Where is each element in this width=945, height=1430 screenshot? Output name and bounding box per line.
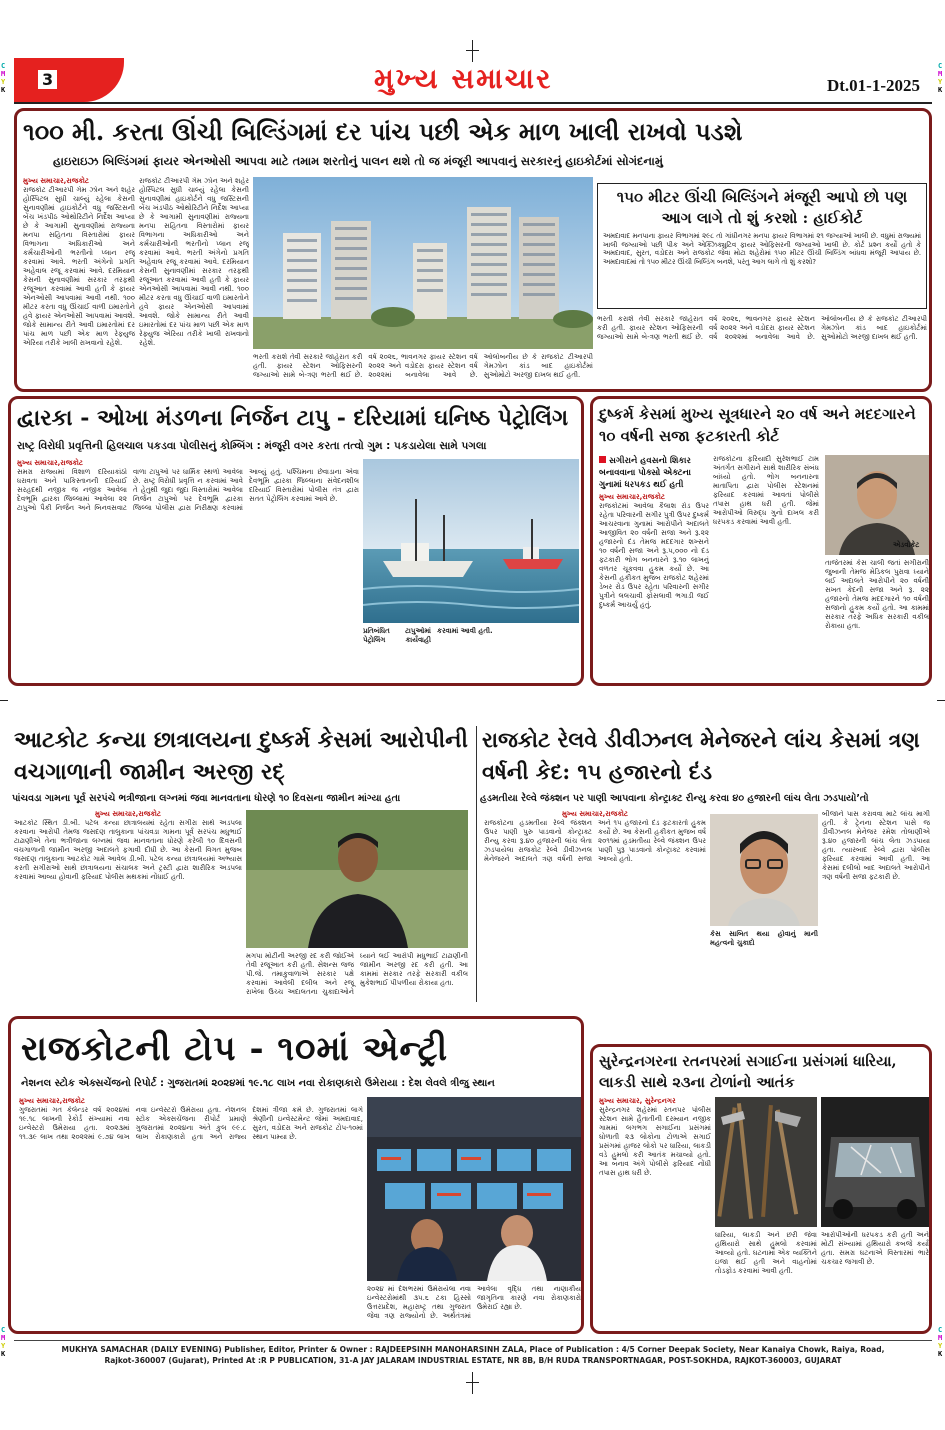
registration-marks-left: C M Y K — [1, 62, 6, 94]
story-columns — [17, 459, 359, 683]
masthead-red-block — [14, 58, 124, 102]
story-body: રાજકોટ ટીઆરપી ગેમ ઝોન અને શહેર હોસ્પિટલ સુધી ચાલ્યું રહેલા કેસની સુનાવણીમાં હાઇકોર્ટને વધુ જસ્ટિસની બેંચ ખંડપીઠ ઓથોરિટીને નિર્દેશ આપ્યા છે કે આગામી સુનાવણીમાં રાજ્યના મનપા સહિતના વિસ્તારોમાં ફાયર વિભાગના અધિકારીઓ અને કર્મચારીઓની ભરતીનો પ્લાન રજૂ કરવામાં આવે. ભરતી અંગેનો પ્રગતિ અહેવાલ રજૂ કરવામાં આવે. દરમિયાન કેસની સુનાવણીમાં સરકાર તરફથી રજૂઆત કરવામાં આવી હતી કે ફાયર એનઓસી આપવામાં આવી નથી. ૧૦૦ મીટર કરતા વધુ ઊંચાઈ વાળી ઇમારતોને હવે ફાયર એનઓસી આપવામાં આવશે. જોકે સામાન્ય રીતે આવી ઇમારતોમાં દર પાંચ માળ પછી એક માળ રેફ્યુજ એરિયા તરીકે ખાલી રાખવાનો રહેશે. — [23, 186, 135, 347]
story-railway-bribery — [478, 724, 934, 1004]
edition-date: Dt.01-1-2025 — [826, 76, 920, 95]
section-title: મુખ્ય સમાચાર — [374, 62, 553, 95]
story-headline: રાજકોટની ટોપ - ૧૦માં એન્ટ્રી — [21, 1029, 449, 1069]
story-body: રાજકોટના હડમતીયા રેલ્વે જંક્શન ઉપર પાણી પુરુ પાડવાનો કોન્ટ્રાક્ટ રીન્યુ કરવા રૂ.૪૦ હજારની લાંચ લેતા ઝડપાયેલા રાજકોટ રેલ્વે ડીવીઝનલ મેનેજરને અદાલતે ત્રણ વર્ષની સજા અને ૧૫ હજારનો દંડ ફટકારતો હુકમ કર્યો છે. આ કેસની હકીકત મુજબ વર્ષ ૨૦૧૧માં હડમતીયા રેલ્વે જંક્શન ઉપર પાણી પુરૂ પાડવાનો કોન્ટ્રાક્ટ કરવામાં આવ્યો હતો. — [484, 819, 706, 863]
story-column-right: ભરતી કરાશે તેવી સરકારે જાહેરાત કરી હતી. ફાયર સ્ટેશન ઓફિસરની જગ્યાઓ સામે બે-ત્રણ ભરતી થઈ છે. વર્ષ ૨૦૨૬, ભાવનગર ફાયર સ્ટેશન વર્ષ ૨૦૨૨ અને વડોદરા ફાયર સ્ટેશન વર્ષ ૨૦૨૨માં બનાવેલા આવે છે. ઓલોબનીય છે કે રાજકોટ ટીઆરપી ગેમઝોન કાંડ બાદ હાઇકોર્ટમાં સુઓમોટો અરજી દાખલ થઈ હતી. — [597, 315, 927, 341]
story-photo-under-text: ભરતી કરાશે તેવી સરકારે જાહેરાત કરી હતી. ફાયર સ્ટેશન ઓફિસરની જગ્યાઓ સામે બે-ત્રણ ભરતી થઈ છે. વર્ષ ૨૦૨૬, ભાવનગર ફાયર સ્ટેશન વર્ષ ૨૦૨૨ અને વડોદરા ફાયર સ્ટેશન વર્ષ ૨૦૨૨માં બનાવેલા આવે છે. ઓલોબનીય છે કે રાજકોટ ટીઆરપી ગેમઝોન કાંડ બાદ હાઇકોર્ટમાં સુઓમોટો અરજી દાખલ થઈ હતી. — [253, 353, 593, 379]
story-body-right: ૨૦૨૪ માં દેશભરમાં ઉમેરાયેલા નવા ઇન્વેસ્ટરોમાંથી ૩૫.૬ ટકા હિસ્સો ઉત્તરપ્રદેશ, મહારાષ્ટ્ર તથા ગુજરાત જેવા ત્રણ રાજ્યોનો છે. અર્થતંત્રમાં આવેલા વૃદ્ધિ તથા નાણાકીય જાગૃતિના કારણે નવા રોકાણકારો ઉમેરાઈ રહ્યા છે. — [367, 1285, 581, 1320]
story-body: સુરેન્દ્રનગર શહેરમાં રતનપર પોલીસ સ્ટેશન સામે હૈતાતીની દરમ્યાન નજીક ગામમાં લગભગ સગાઈના પ્રસંગમાં ઘોળાતી ૨૩ લોકોના ટોળાએ સગાઈ પ્રસંગમાં હાજર લોકો પર ધારિયા, લાકડી વડે હુમલો કરી આતંક મચાવ્યો હતો. આ બનાવ અંગે પોલીસે ફરિયાદ નોંધી તપાસ હાથ ધરી છે. — [599, 1106, 711, 1177]
highrise-buildings-photo — [253, 177, 593, 349]
story-column-3: તાજેતરમાં કેસ ચાલી જતાં સગીરાની જુબાની તેમજ મેડિકલ પુરાવા ધ્યાને લઈ અદાલતે આરોપીને ૨૦ વર્ષની સખત કેદની સજા અને રૂ. ૨૨ હજારનો તેમજ મદદગારને ૧૦ વર્ષની સજાનો હુકમ કર્યો હતો. આ કામમાં સરકાર તરફે અધિક સરકારી વકીલ રોકાયા હતા. — [825, 559, 929, 630]
trading-floor-illustration — [367, 1097, 581, 1281]
story-highrise-fire-noc — [14, 108, 932, 392]
story-byline: મુખ્ય સમાચાર, સુરેન્દ્રનગર — [599, 1097, 676, 1105]
imprint-line-2: Rajkot-360007 (Gujarat), Printed At :R P PUBLICATION, 31-A JAY JALARAM INDUSTRIAL ESTATE, NR 8B, B/H RUDA TRANSPORTNAGAR, POST-SOKHDA, RAJKOT-360003, GUJARAT — [104, 1356, 842, 1365]
official-photo — [710, 814, 818, 926]
story-headline: રાજકોટ રેલવે ડીવીઝનલ મેનેજરને લાંચ કેસમાં ત્રણ વર્ષની કેદ: ૧૫ હજારનો દંડ — [482, 727, 920, 784]
damaged-vehicle-photo — [821, 1097, 929, 1227]
story-atkot-bail-rejected — [8, 724, 474, 1004]
story-column-1 — [599, 1097, 711, 1331]
story-columns — [14, 810, 242, 996]
story-subhead: પાંચવડા ગામના પૂર્વ સરપંચે ભત્રીજાના લગ્નમાં જવા માનવતાના ધોરણે ૧૦ દિવસના જામીન માંગ્યા હતા — [12, 793, 401, 804]
advocate-photo-label: એડવોકેટ — [893, 541, 920, 549]
stock-exchange-photo — [367, 1097, 581, 1281]
inset-body: અમદાવાદ મનપાના ફાયર વિભાગમાં ૨૯૮ તો ગાંધીનગર મનપા ફાયર વિભાગમાં ૨૧ જગ્યાઓ ખાલી છે. વધુમાં રાજ્યમાં ખાલી જગ્યાઓ પછી પીક અને એક્ઝિક્યુટિવ ફાયર ઓફિસરની જગ્યાઓ ખાલી છે. કોર્ટ પ્રશ્ન કર્યો હતો કે અમદાવાદ, સુરત, વડોદરા અને રાજકોટ જેવા મોટા શહેરોમાં ૧૫૦ મીટર ઊંચી બિલ્ડિંગ બાંધવા મંજૂરી આપાય છે. અમદાવાદમાં તો ૧૫૦ મીટર ઊંચી બિલ્ડિંગ બનશે, પરંતુ આગ લાગે તો શું કરશો? — [603, 232, 921, 266]
story-body: આટકોટ સ્થિત ડી.બી. પટેલ કન્યા છાત્રાલયમાં રહેતા સગીરા સાથે અડપલા કરવાના આરોપી તેમજ જસદણ તાલુકાના પાંચવડા ગામના પૂર્વ સરપંચ મધુભાઈ ટાઢાણીએ તેના ભત્રીજાના લગ્નમાં જવા માનવતાના ધોરણે કરેલી ૧૦ દિવસની વચગાળાની જામીન અરજી અદાલતે ફગાવી દીધી છે. આ કેસની વિગત મુજબ જસદણ તાલુકાના આટકોટ ગામે આવેલ ડી.બી. પટેલ કન્યા છાત્રાલયમાં અભ્યાસ કરતી સગીરાઓ સાથે છાત્રાલયના સંચાલક અને ટ્રસ્ટી દ્વારા શારીરિક અડપલા કરવામાં આવ્યા હોવાની ફરિયાદ પોલીસ મથકમાં નોંધાઈ હતી. — [14, 819, 242, 881]
buildings-illustration — [253, 177, 593, 349]
registration-marks-right: C M Y K — [938, 62, 943, 94]
photo-caption: પ્રતિબંધિત ટાપુઓમાં પેટ્રોલિંગ કાર્યવાહી કરવામાં આવી હતી. — [363, 627, 493, 644]
registration-marks-left-bottom: C M Y K — [1, 1326, 6, 1358]
crop-mark-left — [0, 700, 8, 701]
story-subhead: હડમતીયા રેલ્વે જંક્શન પર પાણી આપવાના કોન્ટ્રાક્ટ રીન્યુ કરવા ૪૦ હજારની લાંચ લેતા ઝડપાયો’તો — [480, 793, 869, 804]
imprint-footer — [14, 1340, 932, 1380]
story-dwarka-patrolling — [8, 396, 584, 686]
highcourt-inset-box — [597, 183, 927, 309]
story-body: ગુજરાતમાં ગત કેલેન્ડર વર્ષ ૨૦૨૪માં ૧૯.૧૮ લાખની રેકોર્ડ સંખ્યામાં નવા ઇન્વેસ્ટરો ઉમેરાયા હતા. ૨૦૨૩માં ૧૧.૩૯ લાખ તથા ૨૦૨૨માં ૯.૭૪ લાખ નવા ઇન્વેસ્ટરો ઉમેરાયા હતા. નેશનલ સ્ટોક એક્સચેંજના રીપોર્ટ પ્રમાણે ગુજરાતમાં ૨૦૨૪ના અંતે કુલ ૯૯.૮ લાખ રોકાણકારો હતા અને રાજ્ય દેશમાં ત્રીજા ક્રમે છે. ગુજરાતમાં લાગે શ્રેણીની ઇન્વેસ્ટમેન્ટ જેમાં અમદાવાદ, સુરત, વડોદરા અને રાજકોટ ટોપ-૧૦માં સ્થાન પામ્યા છે. — [19, 1106, 363, 1141]
story-column-1 — [23, 177, 135, 389]
story-columns — [484, 810, 706, 998]
damaged-vehicle-illustration — [821, 1097, 929, 1227]
registration-marks-right-bottom: C M Y K — [938, 1326, 943, 1358]
story-column-2: ધારિયા, લાકડી અને છરી જેવા હથિયારો સાથે હુમલો કરવામાં આવ્યો હતો. ઘટનામાં એક વ્યક્તિને ઇજા થઈ હતી અને વાહનોમાં તોડફોડ કરવામાં આવી હતી. — [715, 1231, 817, 1275]
story-byline: મુખ્ય સમાચાર,રાજકોટ — [599, 493, 666, 501]
column-divider — [476, 726, 477, 1002]
story-byline: મુખ્ય સમાચાર,રાજકોટ — [17, 459, 84, 467]
story-rajkot-top10 — [8, 1016, 584, 1334]
story-byline: મુખ્ય સમાચાર,રાજકોટ — [94, 810, 161, 818]
story-subhead: હાઇરાઇઝ બિલ્ડિંગમાં ફાયર એનઓસી આપવા માટે તમામ શરતોનું પાલન થશે તો જ મંજૂરી આપવાનું સરકારનું હાઇકોર્ટમાં સોગંદનામું — [53, 154, 663, 168]
official-portrait — [710, 814, 818, 926]
story-subhead: નેશનલ સ્ટોક એક્સચેંજનો રિપોર્ટ : ગુજરાતમાં ૨૦૨૪માં ૧૯.૧૮ લાખ નવા રોકાણકારો ઉમેરાયા : દેશ લેવલે ત્રીજુ સ્થાન — [21, 1078, 495, 1089]
story-body-right: મગપા મોટીની અરજી રદ કરી જોઈએ તેવી રજૂઆત કરી હતી. સેશન્સ જજ પી.જે. તમાકુવાળાએ સરકાર પક્ષે કરવામાં આવેલી દલીલ અને રજૂ રાખેલા ઉચ્ચ અદાલતના ચુકાદાઓને ધ્યાને લઈ આરોપી મધુભાઈ ટાઢાણીની જામીન અરજી રદ કરી હતી. આ કામમાં સરકાર તરફે સરકારી વકીલ મુકેશભાઈ પીપળીયા રોકાયા હતા. — [246, 952, 468, 996]
sea-boats-illustration — [363, 459, 579, 623]
weapons-illustration — [715, 1097, 817, 1227]
masthead — [14, 58, 932, 104]
imprint-line-1: MUKHYA SAMACHAR (DAILY EVENING) Publisher, Editor, Printer & Owner : RAJDEEPSINH MANOHARSINH ZALA, Place of Publication : 4/5 Corner Deepak Society, Near Kanaiya Chowk, Raiya, Road, — [14, 1340, 932, 1355]
story-columns — [19, 1097, 363, 1331]
story-headline: સુરેન્દ્રનગરના રતનપરમાં સગાઈના પ્રસંગમાં ધારિયા, લાકડી સાથે ૨૩ના ટોળાંનો આતંક — [599, 1053, 897, 1091]
story-headline: ૧૦૦ મી. કરતા ઊંચી બિલ્ડિંગમાં દર પાંચ પછી એક માળ ખાલી રાખવો પડશે — [23, 117, 743, 146]
accused-portrait — [246, 810, 468, 948]
story-column-1 — [599, 455, 709, 683]
weapons-photo — [715, 1097, 817, 1227]
story-body: રાજકોટમાં આવેલા કૈલાશ રોડ ઉપર રહેતા પરિવારની સગીર પુત્રી ઉપર દુષ્કર્મ આચરવાના ગુનામાં આરોપીને અદાલતે આજીવિત ૨૦ વર્ષની સજા અને રૂ.૨૨ હજારનો દંડ તેમજ મદદગાર શખ્સને ૧૦ વર્ષની સજા અને રૂ.૫,૦૦૦ નો દંડ ફટકારી ભોગ બનનારને રૂ.૧૦ લાખનું વળતર ચૂકવવા હુકમ કર્યો છે. આ કેસની હકીકત મુજબ રાજકોટ શહેરમાં ડેબર રોડ ઉપર રહેતા પરિવારની સગીર પુત્રીને લલચાવી ફોસલાવી ભગાડી જઈ દુષ્કર્મ આચર્યું હતું. — [599, 502, 709, 609]
bullet-square-icon — [599, 456, 606, 463]
crop-mark-top-h — [466, 50, 479, 51]
story-body: સમગ્ર રાજ્યમાં વિશાળ દરિયાકાંઠો ધરાવતા અને પાકિસ્તાનની દરિયાઈ સરહદથી નજીક જ નજીક આવેલા દેવભૂમિ દ્વારકા જિલ્લામાં આવેલા ૨૨ ટાપુઓ પૈકી નિર્જન અને બિનવસવાટ વાળા ટાપુઓ પર ધાર્મિક સ્થળો આવેલા છે. રાષ્ટ્ર વિરોધી પ્રવૃત્તિ ન કરવામાં આવે તે હેતુથી જુદા જુદા વિસ્તારોમાં આવેલા નિર્જન ટાપુઓ પર દેવભૂમિ દ્વારકા જિલ્લા પોલીસ દ્વારા નિરીક્ષણ કરવામાં આવ્યું હતું. પશ્ચિમના છેવાડાના એવા દેવભૂમિ દ્વારકા જિલ્લાના સંવેદનશીલ દરિયાઈ વિસ્તારોમાં પોલીસ તંત્ર દ્વારા સતત પેટ્રોલિંગ કરવામાં આવે છે. — [17, 468, 359, 512]
story-column-2: રાજકોટ ટીઆરપી ગેમ ઝોન અને શહેર હોસ્પિટલ સુધી ચાલ્યું રહેલા કેસની સુનાવણીમાં હાઇકોર્ટને વધુ જસ્ટિસની બેંચ ખંડપીઠ ઓથોરિટીને નિર્દેશ આપ્યા છે કે આગામી સુનાવણીમાં રાજ્યના મનપા સહિતના વિસ્તારોમાં ફાયર વિભાગના અધિકારીઓ અને કર્મચારીઓની ભરતીનો પ્લાન રજૂ કરવામાં આવે. ભરતી અંગેનો પ્રગતિ અહેવાલ રજૂ કરવામાં આવે. દરમિયાન કેસની સુનાવણીમાં સરકાર તરફથી રજૂઆત કરવામાં આવી હતી કે ફાયર એનઓસી આપવામાં આવી નથી. ૧૦૦ મીટર કરતા વધુ ઊંચાઈ વાળી ઇમારતોને હવે ફાયર એનઓસી આપવામાં આવશે. જોકે સામાન્ય રીતે આવી ઇમારતોમાં દર પાંચ માળ પછી એક માળ રેફ્યુજ એરિયા તરીકે ખાલી રાખવાનો રહેશે. — [139, 177, 249, 347]
accused-photo — [246, 810, 468, 948]
inset-headline: ૧૫૦ મીટર ઊંચી બિલ્ડિંગને મંજૂરી આપો છો પણ આગ લાગે તો શું કરશો : હાઈકોર્ટ — [616, 188, 908, 227]
story-subhead: રાષ્ટ્ર વિરોધી પ્રવૃત્તિની હિલચાલ પકડવા પોલીસનું કોમ્બિંગ : મંજૂરી વગર કરતા તત્વો ગુમ : પકડાયેલા સામે પગલા — [17, 440, 487, 452]
story-byline: મુખ્ય સમાચાર,રાજકોટ — [23, 177, 90, 185]
story-kicker: સગીરાને હવસનો શિકાર બનાવવાના પોક્સો એક્ટના ગુનામાં ધરપકડ થઈ હતી — [599, 456, 691, 490]
page-number: 3 — [38, 70, 57, 89]
advocate-portrait — [825, 455, 929, 555]
story-headline: આટકોટ કન્યા છાત્રાલયના દુષ્કર્મ કેસમાં આરોપીની વચગાળાની જામીન અરજી રદ્ — [14, 727, 468, 785]
crop-mark-bottom-h — [466, 1382, 479, 1383]
coast-boats-photo — [363, 459, 579, 623]
story-court-verdict — [590, 396, 932, 686]
story-column-3: આરોપીઓની ધરપકડ કરી હતી અને મોટી સંખ્યામાં હથિયારો કબજે કર્યા હતા. સમગ્ર ઘટનાએ વિસ્તારમાં ભારે ચકચાર જગાવી છે. — [821, 1231, 929, 1266]
photo-caption: કેસ સાબિત થયા હોવાનું માની મહત્વનો ચુકાદો — [710, 930, 818, 947]
crop-mark-right — [937, 700, 945, 701]
story-column-2: રાજકોટના ફરિયાદી સુરેશભાઈ ટામ અંતર્ગત સગીરાને સાથે શારીરિક સંબંધ બાંધ્યો હતો. ભોગ બનનારના માતાપિતા દ્વારા પોલીસ સ્ટેશનમાં ફરિયાદ કરવામાં આવતાં પોલીસે તપાસ હાથ ધરી હતી. જેમાં આરોપીઓ વિરુદ્ધ ગુનો દાખલ કરી ધરપકડ કરવામાં આવી હતી. — [713, 455, 819, 526]
story-byline: મુખ્ય સમાચાર,રાજકોટ — [19, 1097, 86, 1105]
story-surendranagar-attack — [590, 1044, 932, 1334]
story-column-3: બીજાને પાસ કરાવવા માટે લાંચ માગી હતી. કે ટ્રેનના સ્ટેશન પાસે જ ડીવીઝનલ મેનેજર રમેશ તોલાણીએ રૂ.૪૦ હજારની લાંચ લેતા ઝડપાયા હતા. ત્યારબાદ રેલ્વે દ્વારા પોલીસ ફરિયાદ કરવામાં આવી હતી. આ કેસમાં દલીલો બાદ અદાલતે આરોપીને ત્રણ વર્ષની સજા ફટકારી છે. — [822, 810, 930, 881]
story-byline: મુખ્ય સમાચાર,રાજકોટ — [561, 810, 628, 818]
story-headline: દુષ્કર્મ કેસમાં મુખ્ય સૂત્રધારને ૨૦ વર્ષ અને મદદગારને ૧૦ વર્ષની સજા ફટકારતી કોર્ટ — [599, 405, 916, 445]
story-headline: દ્વારકા - ઓખા મંડળના નિર્જન ટાપુ - દરિયામાં ઘનિષ્ઠ પેટ્રોલિંગ — [17, 405, 569, 431]
advocate-photo — [825, 455, 929, 555]
